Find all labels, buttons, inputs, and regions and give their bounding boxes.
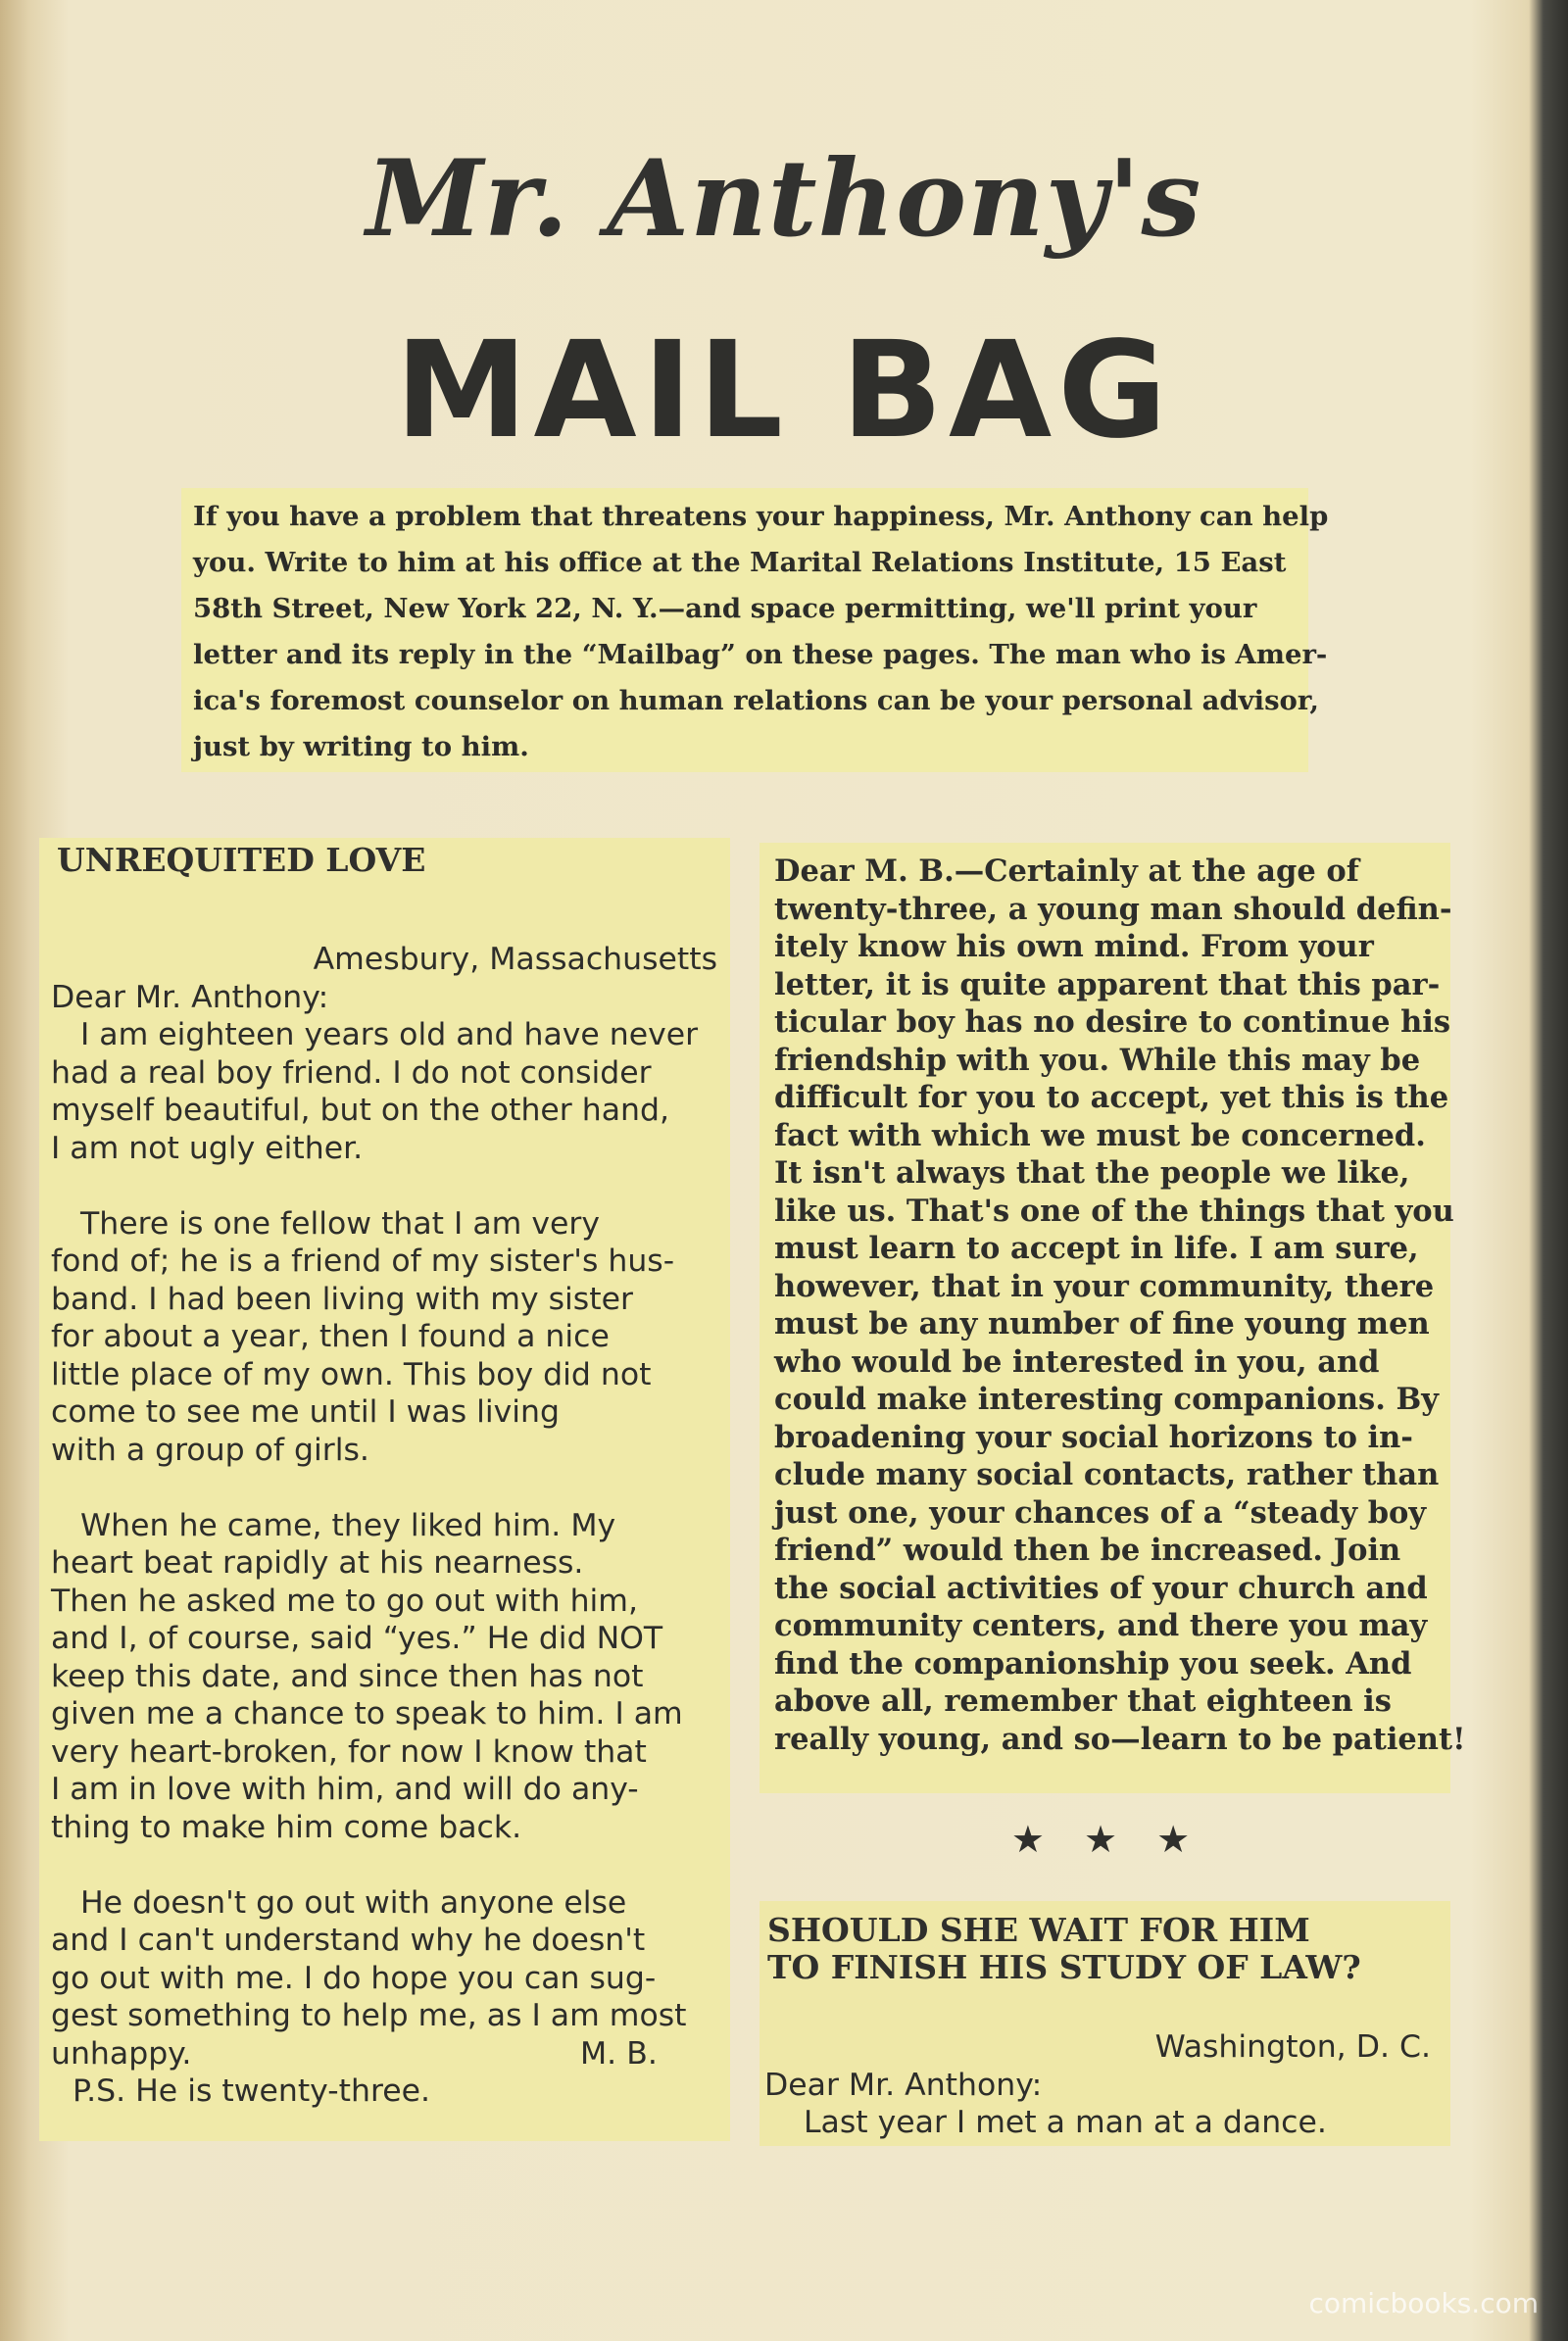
reply-line: ticular boy has no desire to continue his	[774, 1004, 1451, 1040]
reply-line: above all, remember that eighteen is	[774, 1683, 1392, 1719]
reply-line: community centers, and there you may	[774, 1608, 1428, 1643]
reply-line: however, that in your community, there	[774, 1268, 1435, 1304]
letter-line: I am eighteen years old and have never	[80, 1017, 699, 1052]
letter-line: gest something to help me, as I am most	[51, 1998, 687, 2033]
reply-line: itely know his own mind. From your	[774, 929, 1374, 964]
letter2-salutation: Dear Mr. Anthony:	[764, 2067, 1043, 2103]
letter2-line: Last year I met a man at a dance.	[804, 2105, 1327, 2140]
reply-line: find the companionship you seek. And	[774, 1645, 1412, 1682]
letter-line: had a real boy friend. I do not consider	[51, 1054, 652, 1091]
letter-closing-line	[51, 2035, 717, 2073]
letter-line: heart beat rapidly at his nearness.	[51, 1545, 584, 1581]
watermark: comicbooks.com	[1308, 2287, 1539, 2319]
intro-line: just by writing to him.	[193, 731, 529, 762]
letter2-body	[764, 2028, 1431, 2142]
reply-line: difficult for you to accept, yet this is the	[774, 1080, 1449, 1115]
letter-salutation: Dear Mr. Anthony:	[51, 979, 329, 1015]
intro-box	[181, 488, 1329, 772]
letter2-heading-line1: SHOULD SHE WAIT FOR HIM	[767, 1911, 1310, 1949]
letter-line: band. I had been living with my sister	[51, 1281, 633, 1317]
reply-line: fact with which we must be concerned.	[774, 1117, 1426, 1153]
section-separator-stars: ★ ★ ★	[1010, 1818, 1204, 1861]
reply-line: like us. That's one of the things that you	[774, 1193, 1454, 1229]
letter-line: When he came, they liked him. My	[80, 1507, 616, 1543]
letter-line: and I, of course, said “yes.” He did NOT	[51, 1621, 663, 1656]
letter-heading: UNREQUITED LOVE	[57, 841, 426, 879]
letter-line: fond of; he is a friend of my sister's hus-	[51, 1244, 675, 1279]
reply-line: Dear M. B.—Certainly at the age of	[774, 853, 1359, 889]
letter-line: come to see me until I was living	[51, 1394, 561, 1430]
reply-line: friend” would then be increased. Join	[774, 1533, 1401, 1568]
letter-line: very heart-broken, for now I know that	[51, 1733, 647, 1770]
letter-line: go out with me. I do hope you can sug-	[51, 1960, 657, 1996]
letter-line: given me a chance to speak to him. I am	[51, 1696, 683, 1731]
reply-line: the social activities of your church and	[774, 1570, 1428, 1606]
reply-line: It isn't always that the people we like,	[774, 1155, 1410, 1191]
reply-line: clude many social contacts, rather than	[774, 1457, 1440, 1492]
letter-line: I am in love with him, and will do any-	[51, 1772, 639, 1807]
reply-line: really young, and so—learn to be patient!	[774, 1721, 1466, 1757]
intro-line: ica's foremost counselor on human relations can be your personal advisor,	[193, 685, 1319, 716]
reply-line: must be any number of fine young men	[774, 1306, 1430, 1341]
page-title: MAIL BAG	[395, 314, 1173, 468]
letter-line: keep this date, and since then has not	[51, 1658, 644, 1694]
letter2-place: Washington, D. C.	[1154, 2029, 1431, 2065]
letter-postscript: P.S. He is twenty-three.	[73, 2073, 430, 2109]
reply-body	[774, 853, 1466, 1758]
letter-line: Then he asked me to go out with him,	[51, 1583, 638, 1619]
reply-line: must learn to accept in life. I am sure,	[774, 1231, 1419, 1266]
reply-line: twenty-three, a young man should defin-	[774, 891, 1452, 927]
intro-line: If you have a problem that threatens your happiness, Mr. Anthony can help	[193, 501, 1329, 532]
letter-line: He doesn't go out with anyone else	[80, 1884, 627, 1921]
letter-signature: M. B.	[580, 2035, 658, 2072]
reply-line: who would be interested in you, and	[774, 1343, 1380, 1380]
letter-line: little place of my own. This boy did not	[51, 1356, 652, 1392]
letter-line: with a group of girls.	[51, 1432, 369, 1468]
reply-line: friendship with you. While this may be	[774, 1042, 1421, 1078]
reply-line: could make interesting companions. By	[774, 1382, 1439, 1417]
reply-line: broadening your social horizons to in-	[774, 1419, 1413, 1455]
letter-line: I am not ugly either.	[51, 1130, 364, 1166]
intro-line: letter and its reply in the “Mailbag” on these pages. The man who is Amer-	[193, 639, 1328, 670]
letter-body	[51, 941, 717, 2111]
letter-line: myself beautiful, but on the other hand,	[51, 1093, 669, 1128]
reply-line: letter, it is quite apparent that this par-	[774, 966, 1441, 1002]
reply-line: just one, your chances of a “steady boy	[774, 1494, 1427, 1531]
letter-closing: unhappy.	[51, 2035, 192, 2072]
intro-line: 58th Street, New York 22, N. Y.—and space permitting, we'll print your	[193, 593, 1257, 624]
letter-line: for about a year, then I found a nice	[51, 1319, 610, 1354]
page-title-script: Mr. Anthony's	[366, 137, 1202, 261]
letter-line: and I can't understand why he doesn't	[51, 1923, 646, 1958]
letter-line: thing to make him come back.	[51, 1809, 522, 1845]
intro-line: you. Write to him at his office at the Marital Relations Institute, 15 East	[193, 547, 1287, 578]
letter-line: There is one fellow that I am very	[80, 1205, 600, 1242]
letter-place: Amesbury, Massachusetts	[313, 942, 717, 977]
letter2-heading-line2: TO FINISH HIS STUDY OF LAW?	[767, 1948, 1361, 1986]
